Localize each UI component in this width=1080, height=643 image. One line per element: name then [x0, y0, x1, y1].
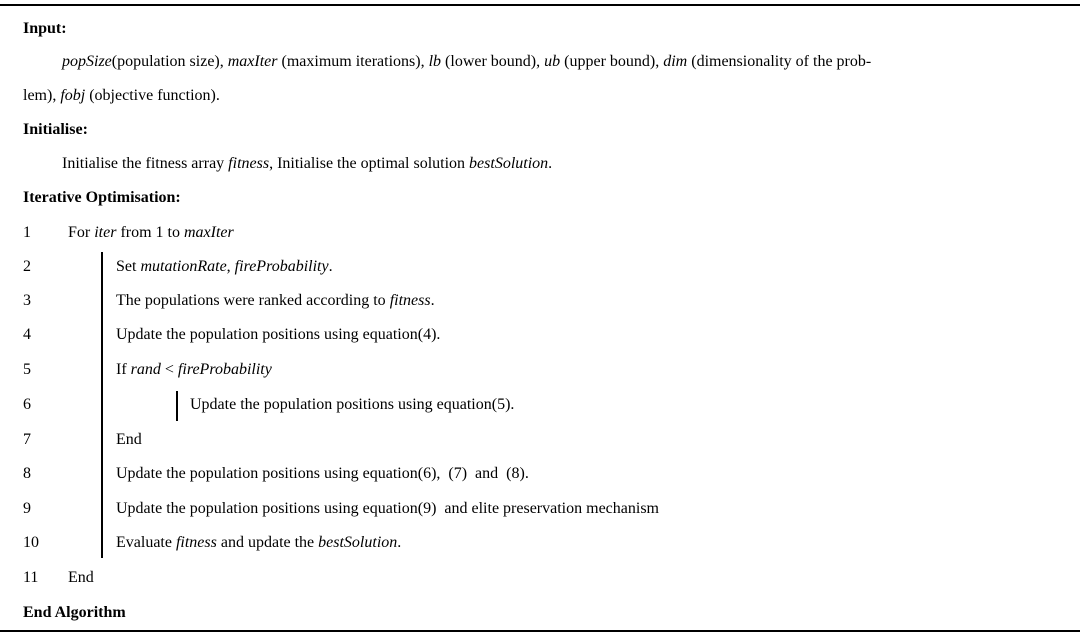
initialise-heading: Initialise: — [23, 121, 88, 138]
step-text: Update the population positions using equation(6), (7) and (8). — [116, 465, 529, 482]
step-text: Update the population positions using equation(5). — [190, 396, 515, 413]
step-text: The populations were ranked according to fitness. — [116, 292, 435, 309]
input-params-line-1: popSize(population size), maxIter (maximum iterations), lb (lower bound), ub (upper bound), dim (dimensionality of the prob- — [62, 53, 872, 70]
bottom-rule — [0, 630, 1080, 632]
for-loop-indent-bar — [101, 252, 103, 558]
step-number: 3 — [23, 292, 31, 309]
step-number: 1 — [23, 224, 31, 241]
top-rule — [0, 4, 1080, 6]
step-number: 8 — [23, 465, 31, 482]
if-block-indent-bar — [176, 391, 178, 421]
input-heading: Input: — [23, 20, 67, 37]
step-text: Evaluate fitness and update the bestSolution. — [116, 534, 402, 551]
step-text: Set mutationRate, fireProbability. — [116, 258, 333, 275]
input-params-line-2: lem), fobj (objective function). — [23, 87, 220, 104]
step-number: 10 — [23, 534, 39, 551]
step-text: End — [68, 569, 94, 586]
step-number: 11 — [23, 569, 39, 586]
step-number: 2 — [23, 258, 31, 275]
step-number: 4 — [23, 326, 31, 343]
step-number: 7 — [23, 431, 31, 448]
initialise-line: Initialise the fitness array fitness, Initialise the optimal solution bestSolution. — [62, 155, 553, 172]
iterative-heading: Iterative Optimisation: — [23, 189, 181, 206]
end-algorithm-heading: End Algorithm — [23, 604, 126, 621]
step-number: 6 — [23, 396, 31, 413]
step-number: 5 — [23, 361, 31, 378]
step-number: 9 — [23, 500, 31, 517]
step-text: Update the population positions using equation(4). — [116, 326, 441, 343]
step-text: If rand < fireProbability — [116, 361, 272, 378]
step-text: For iter from 1 to maxIter — [68, 224, 234, 241]
step-text: End — [116, 431, 142, 448]
step-text: Update the population positions using equation(9) and elite preservation mechanism — [116, 500, 659, 517]
